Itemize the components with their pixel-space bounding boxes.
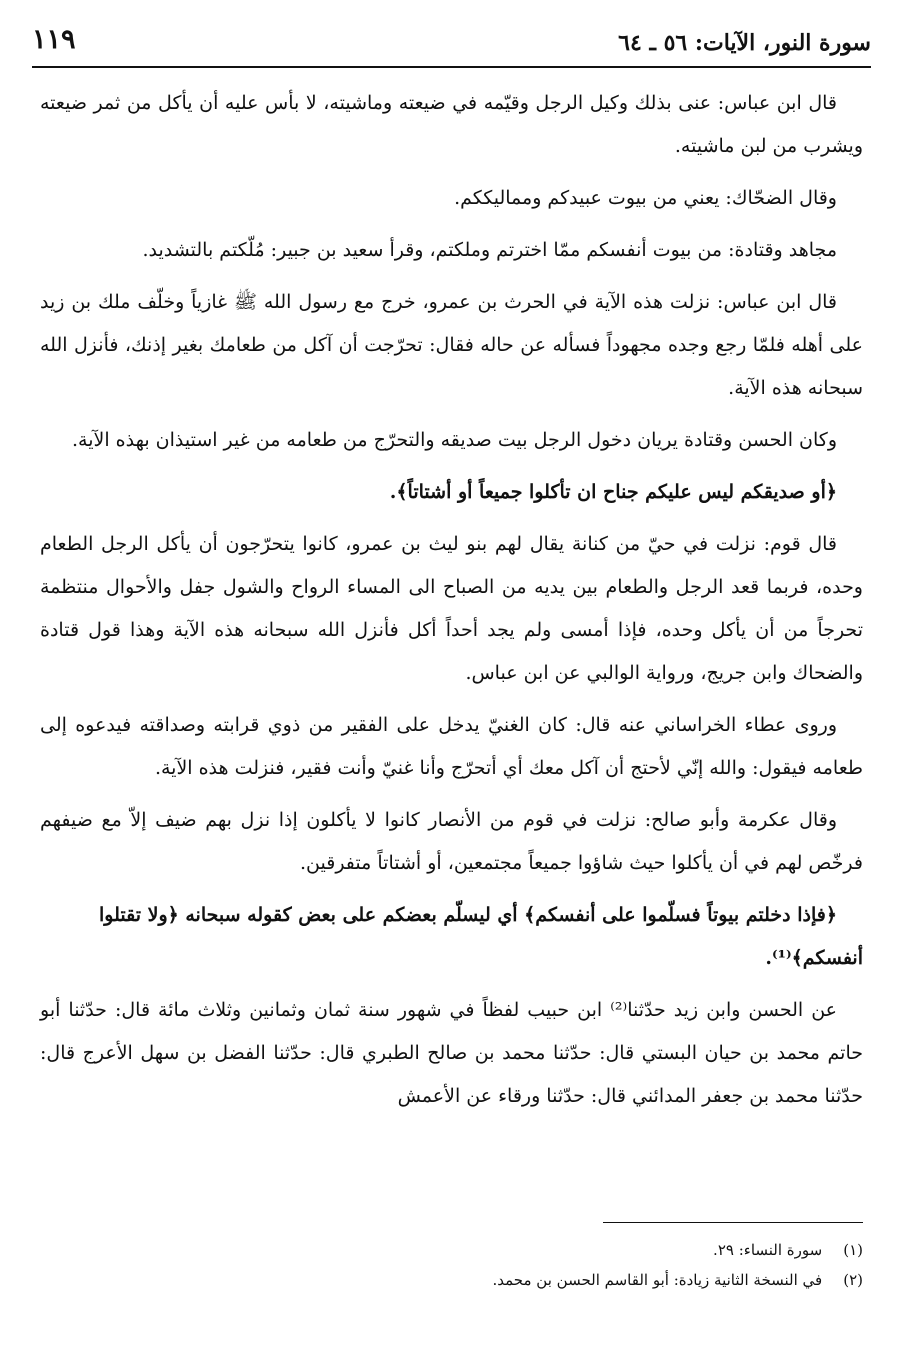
footnote-number: (١) — [843, 1241, 863, 1259]
paragraph: عن الحسن وابن زيد حدّثنا⁽²⁾ ابن حبيب لفظاً في شهور سنة ثمان وثمانين وثلاث مائة قال: حدّثنا أبو حاتم محمد بن حيان البستي قال: حدّثنا محمد بن صالح الطبري قال: حدّثنا الفضل بن سهل الأعرج قال: حدّثنا محمد بن جعفر المدائني قال: حدّثنا ورقاء عن الأعمش — [40, 999, 863, 1107]
paragraph: قال ابن عباس: عنى بذلك وكيل الرجل وقيّمه في ضيعته وماشيته، لا بأس عليه أن يأكل من ثمر ضيعته ويشرب من لبن ماشيته. — [40, 92, 863, 157]
footnote — [40, 1265, 863, 1295]
footnote-text: سورة النساء: ٢٩. — [713, 1241, 823, 1259]
running-title: سورة النور، الآيات: ٥٦ ـ ٦٤ — [618, 30, 871, 56]
footnote-number: (٢) — [843, 1271, 863, 1289]
paragraph: قال ابن عباس: نزلت هذه الآية في الحرث بن عمرو، خرج مع رسول الله ﷺ غازياً وخلّف ملك بن زيد على أهله فلمّا رجع وجده مجهوداً فسأله عن حاله فقال: تحرّجت أن آكل من طعامك بغير إذنك، فأنزل الله سبحانه هذه الآية. — [40, 291, 863, 399]
page-number: ١١٩ — [32, 24, 76, 55]
footnote-text: في النسخة الثانية زيادة: أبو القاسم الحسن بن محمد. — [492, 1271, 823, 1289]
paragraph: مجاهد وقتادة: من بيوت أنفسكم ممّا اخترتم وملكتم، وقرأ سعيد بن جبير: مُلّكتم بالتشديد. — [142, 239, 837, 261]
footnote — [40, 1235, 863, 1265]
paragraph: وقال الضحّاك: يعني من بيوت عبيدكم ومماليككم. — [454, 187, 837, 209]
paragraph: وروى عطاء الخراساني عنه قال: كان الغنيّ يدخل على الفقير من ذوي قرابته وصداقته فيدعوه إلى طعامه فيقول: والله إنّي لأحتج أن آكل معك أي أتحرّج وأنا غنيّ وأنت فقير، فنزلت هذه الآية. — [40, 714, 863, 779]
footnote-divider — [603, 1222, 863, 1223]
page-header — [32, 22, 871, 68]
paragraph: قال قوم: نزلت في حيّ من كنانة يقال لهم بنو ليث بن عمرو، كانوا يتحرّجون أن يأكل الرجل الطعام وحده، فربما قعد الرجل والطعام بين يديه من الصباح الى المساء الرواح والشول جفل والأحوال منتظمة تحرجاً من أن يأكل وحده، فإذا أمسى ولم يجد أحداً أكل فأنزل الله سبحانه هذه الآية وهذا قول قتادة والضحاك وابن جريج، ورواية الوالبي عن ابن عباس. — [40, 533, 863, 684]
paragraph: وقال عكرمة وأبو صالح: نزلت في قوم من الأنصار كانوا لا يأكلون إذا نزل بهم ضيف إلاّ مع ضيفهم فرخّص لهم في أن يأكلوا حيث شاؤوا جميعاً مجتمعين، أو أشتاتاً متفرقين. — [40, 809, 863, 874]
quran-verse: ﴿فإذا دخلتم بيوتاً فسلّموا على أنفسكم﴾ أي ليسلّم بعضكم على بعض كقوله سبحانه ﴿ولا تقتلوا أنفسكم﴾⁽¹⁾. — [98, 904, 863, 969]
quran-verse: ﴿أو صديقكم ليس عليكم جناح ان تأكلوا جميعاً أو أشتاتاً﴾. — [389, 481, 837, 503]
page-body — [40, 82, 863, 1118]
header-divider — [32, 66, 871, 68]
paragraph: وكان الحسن وقتادة يريان دخول الرجل بيت صديقه والتحرّج من طعامه من غير استيذان بهذه الآية. — [71, 429, 837, 451]
footnotes — [40, 1235, 863, 1295]
